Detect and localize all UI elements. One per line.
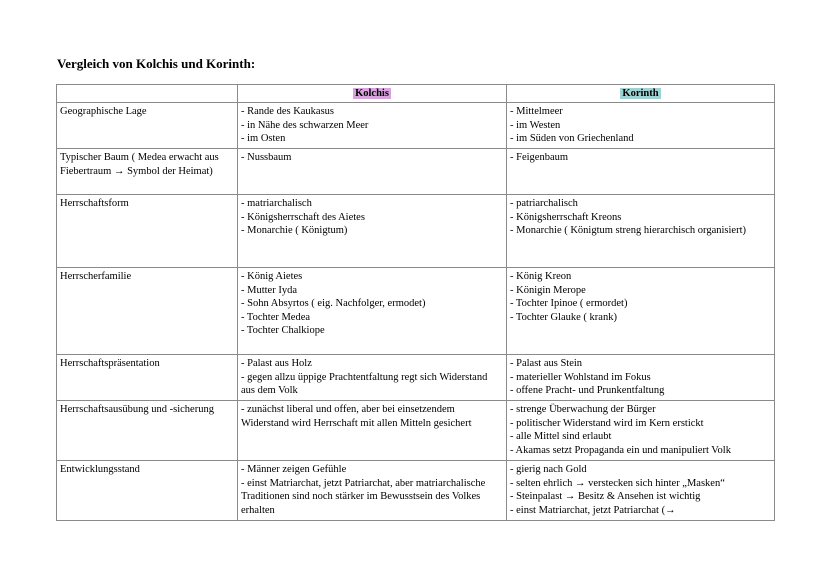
table-row [57, 195, 775, 268]
list-item: - im Osten [241, 133, 286, 144]
page-title: Vergleich von Kolchis und Korinth: [57, 56, 256, 71]
kolchis-cell [238, 401, 507, 461]
kolchis-cell [238, 268, 507, 355]
list-item: - Mutter Iyda [241, 284, 297, 296]
list-item: - Mittelmeer [510, 106, 563, 117]
list-item: - einst Matriarchat, jetzt Patriarchat (→ [510, 504, 676, 516]
list-item: - Tochter Chalkiope [241, 325, 325, 336]
list-item: - Rande des Kaukasus [241, 106, 335, 117]
list-item: - Palast aus Holz [241, 358, 312, 369]
list-item: - Tochter Ipinoe ( ermordet) [510, 298, 628, 309]
list-item: - im Süden von Griechenland [510, 133, 634, 144]
korinth-cell [507, 149, 775, 195]
list-item: - Tochter Medea [241, 311, 311, 323]
list-item: - Monarchie ( Königtum) [241, 225, 348, 236]
header-kolchis-cell [238, 85, 507, 103]
korinth-cell [507, 268, 775, 355]
list-item: - König Kreon [510, 271, 572, 282]
header-empty-cell [57, 85, 238, 103]
korinth-cell [507, 195, 775, 268]
row-category: Herrscherfamilie [57, 268, 238, 355]
list-item: - im Westen [510, 119, 561, 131]
list-item: - Königsherrschaft des Aietes [241, 211, 365, 223]
list-item: - gegen allzu üppige Prachtentfaltung regt sich Widerstand aus dem Volk [241, 371, 488, 396]
list-item: - materieller Wohlstand im Fokus [510, 371, 651, 383]
list-item: - Nussbaum [241, 152, 292, 163]
list-item: - gierig nach Gold [510, 464, 587, 475]
table-row [57, 461, 775, 521]
list-item: - Akamas setzt Propaganda ein und manipuliert Volk [510, 444, 731, 456]
row-category: Herrschaftsform [57, 195, 238, 268]
korinth-cell [507, 461, 775, 521]
list-item: - Feigenbaum [510, 152, 569, 163]
list-item: - alle Mittel sind erlaubt [510, 431, 612, 442]
row-category: Typischer Baum ( Medea erwacht aus Fiebertraum → Symbol der Heimat) [57, 149, 238, 195]
row-category: Herrschaftsausübung und -sicherung [57, 401, 238, 461]
list-item: - offene Pracht- und Prunkentfaltung [510, 385, 665, 396]
table-row [57, 103, 775, 149]
kolchis-cell [238, 149, 507, 195]
header-korinth-cell [507, 85, 775, 103]
list-item: - Königin Merope [510, 284, 586, 296]
list-item: - matriarchalisch [241, 198, 312, 209]
list-item: - Sohn Absyrtos ( eig. Nachfolger, ermodet) [241, 298, 426, 309]
kolchis-cell [238, 103, 507, 149]
row-category: Geographische Lage [57, 103, 238, 149]
table-row [57, 355, 775, 401]
row-category: Entwicklungsstand [57, 461, 238, 521]
kolchis-cell [238, 461, 507, 521]
header-korinth: Korinth [622, 88, 659, 99]
list-item: - zunächst liberal und offen, aber bei einsetzendem Widerstand wird Herrschaft mit allen Mitteln gesichert [241, 404, 472, 429]
list-item: - Palast aus Stein [510, 358, 583, 369]
list-item: - König Aietes [241, 271, 303, 282]
comparison-table [56, 84, 775, 521]
list-item: - einst Matriarchat, jetzt Patriarchat, aber matriarchalische Traditionen sind noch stärker im Bewusstsein des Volkes erhalten [241, 477, 486, 516]
list-item: - in Nähe des schwarzen Meer [241, 119, 369, 131]
korinth-cell [507, 355, 775, 401]
kolchis-cell [238, 355, 507, 401]
table-row [57, 149, 775, 195]
table-row [57, 268, 775, 355]
row-category: Herrschaftspräsentation [57, 355, 238, 401]
kolchis-cell [238, 195, 507, 268]
list-item: - patriarchalisch [510, 198, 578, 209]
list-item: - selten ehrlich → verstecken sich hinter „Masken“ [510, 477, 725, 489]
table-row [57, 401, 775, 461]
list-item: - strenge Überwachung der Bürger [510, 404, 656, 415]
header-kolchis: Kolchis [355, 88, 389, 99]
list-item: - Monarchie ( Königtum streng hierarchisch organisiert) [510, 225, 746, 236]
list-item: - Königsherrschaft Kreons [510, 211, 622, 223]
list-item: - Männer zeigen Gefühle [241, 464, 347, 475]
korinth-cell [507, 103, 775, 149]
list-item: - politischer Widerstand wird im Kern erstickt [510, 417, 704, 429]
list-item: - Tochter Glauke ( krank) [510, 311, 617, 323]
table-header-row [57, 85, 775, 103]
list-item: - Steinpalast → Besitz & Ansehen ist wichtig [510, 491, 701, 502]
korinth-cell [507, 401, 775, 461]
